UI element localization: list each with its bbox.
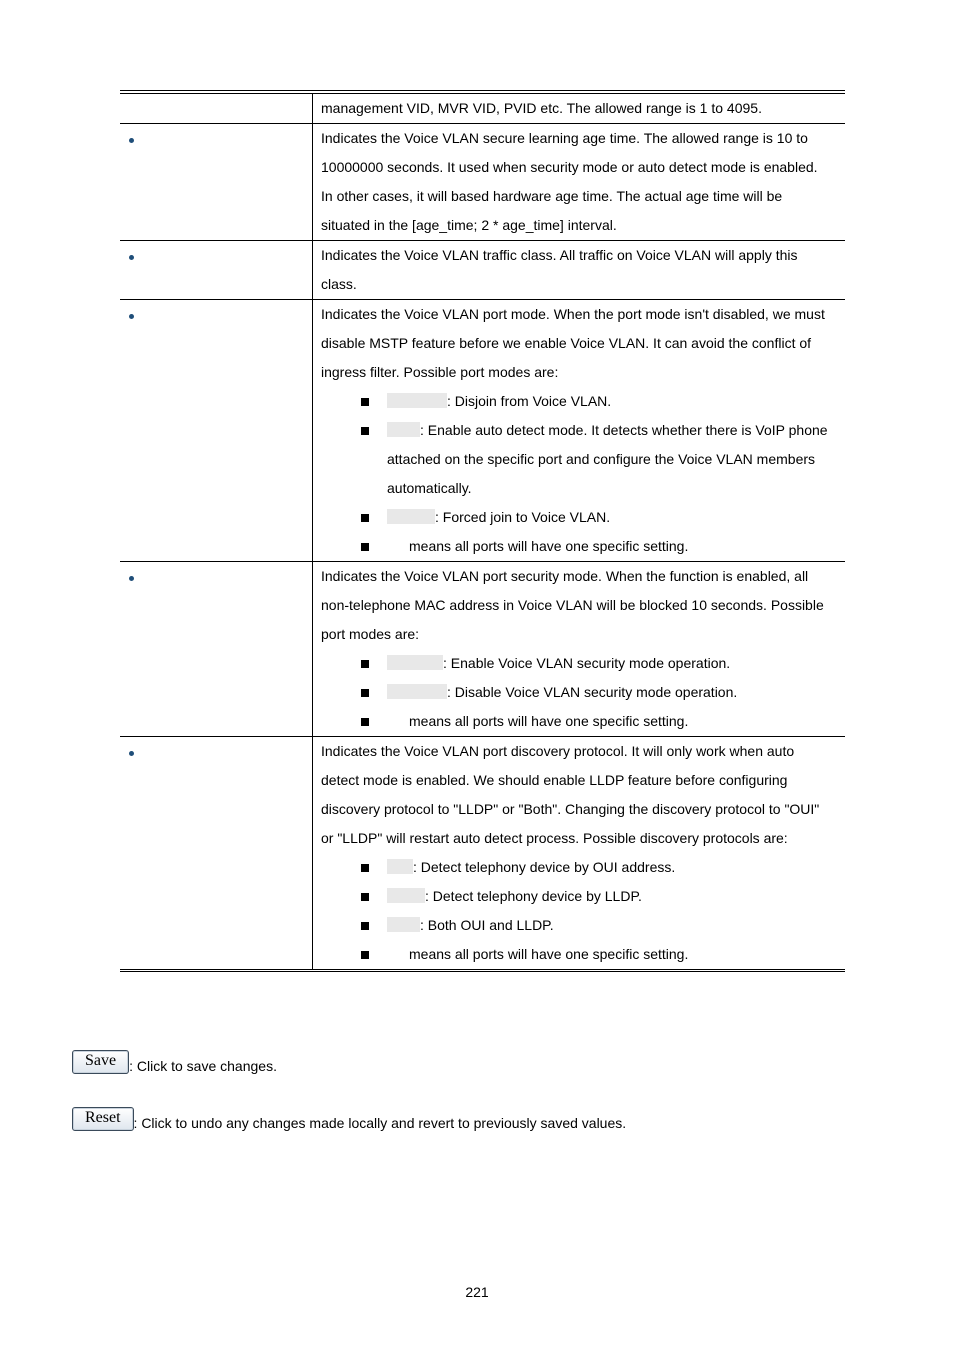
option-item: [321, 940, 839, 969]
option-text: : Enable Voice VLAN security mode operation.: [443, 655, 731, 671]
parameter-cell: [120, 300, 313, 561]
reset-description: : Click to undo any changes made locally and revert to previously saved values.: [133, 1115, 627, 1131]
bullet-icon: [129, 138, 134, 143]
option-name-placeholder: [387, 393, 447, 408]
option-item: [321, 532, 839, 561]
option-item: [321, 387, 839, 416]
option-name-placeholder: [387, 684, 447, 699]
option-name-placeholder: [387, 859, 413, 874]
option-text: : Both OUI and LLDP.: [420, 917, 554, 933]
description-line: 10000000 seconds. It used when security mode or auto detect mode is enabled.: [321, 159, 818, 175]
page-number: 221: [465, 1284, 489, 1300]
description-line: Indicates the Voice VLAN secure learning age time. The allowed range is 10 to: [321, 130, 808, 146]
bullet-icon: [129, 255, 134, 260]
description-line: disable MSTP feature before we enable Voice VLAN. It can avoid the conflict of: [321, 335, 812, 351]
description-line: non-telephone MAC address in Voice VLAN will be blocked 10 seconds. Possible: [321, 597, 824, 613]
parameter-cell: [120, 562, 313, 736]
description-line: Indicates the Voice VLAN port security mode. When the function is enabled, all: [321, 568, 809, 584]
option-text: : Forced join to Voice VLAN.: [435, 509, 611, 525]
square-bullet-icon: [361, 689, 369, 697]
description-line: ingress filter. Possible port modes are:: [321, 364, 559, 380]
option-text: : Disable Voice VLAN security mode operation.: [447, 684, 738, 700]
description-cell: [313, 737, 845, 969]
square-bullet-icon: [361, 922, 369, 930]
option-name-placeholder: [387, 917, 420, 932]
option-text: : Disjoin from Voice VLAN.: [447, 393, 612, 409]
description-cell: [313, 241, 845, 299]
option-text: means all ports will have one specific setting.: [409, 713, 689, 729]
option-text: : Detect telephony device by OUI address.: [413, 859, 676, 875]
table-row: [120, 241, 845, 300]
description-line: class.: [321, 276, 357, 292]
square-bullet-icon: [361, 718, 369, 726]
option-text-continuation: automatically.: [387, 480, 472, 496]
square-bullet-icon: [361, 864, 369, 872]
parameter-cell: [120, 124, 313, 240]
table-row: [120, 562, 845, 737]
description-line: discovery protocol to "LLDP" or "Both". Changing the discovery protocol to "OUI": [321, 801, 820, 817]
parameter-cell: [120, 241, 313, 299]
option-name-placeholder: [387, 655, 443, 670]
square-bullet-icon: [361, 951, 369, 959]
reset-button[interactable]: Reset: [72, 1107, 134, 1131]
option-text: : Detect telephony device by LLDP.: [425, 888, 642, 904]
description-cell: [313, 124, 845, 240]
table-row: [120, 94, 845, 124]
option-text: means all ports will have one specific setting.: [409, 538, 689, 554]
option-item: [321, 416, 839, 445]
option-text: : Enable auto detect mode. It detects whether there is VoIP phone: [420, 422, 828, 438]
description-line: Indicates the Voice VLAN traffic class. All traffic on Voice VLAN will apply this: [321, 247, 798, 263]
option-name-placeholder: [387, 888, 425, 903]
description-line: detect mode is enabled. We should enable LLDP feature before configuring: [321, 772, 788, 788]
square-bullet-icon: [361, 398, 369, 406]
option-text: means all ports will have one specific setting.: [409, 946, 689, 962]
option-item: [321, 853, 839, 882]
description-line: Indicates the Voice VLAN port discovery protocol. It will only work when auto: [321, 743, 795, 759]
option-text-continuation: attached on the specific port and configure the Voice VLAN members: [387, 451, 816, 467]
square-bullet-icon: [361, 660, 369, 668]
bullet-icon: [129, 576, 134, 581]
description-line: In other cases, it will based hardware age time. The actual age time will be: [321, 188, 783, 204]
bullet-icon: [129, 751, 134, 756]
square-bullet-icon: [361, 427, 369, 435]
description-cell: [313, 94, 845, 123]
description-line: Indicates the Voice VLAN port mode. When the port mode isn't disabled, we must: [321, 306, 825, 322]
parameter-cell: [120, 94, 313, 123]
option-item: [321, 882, 839, 911]
description-line: management VID, MVR VID, PVID etc. The allowed range is 1 to 4095.: [321, 100, 762, 116]
table-row: [120, 124, 845, 241]
parameter-table: [120, 90, 845, 972]
option-name-placeholder: [387, 509, 435, 524]
option-name-placeholder: [387, 422, 420, 437]
description-cell: [313, 562, 845, 736]
table-row: [120, 300, 845, 562]
square-bullet-icon: [361, 543, 369, 551]
option-item: [321, 911, 839, 940]
save-help-line: [72, 1050, 277, 1074]
description-cell: [313, 300, 845, 561]
square-bullet-icon: [361, 893, 369, 901]
description-line: situated in the [age_time; 2 * age_time] interval.: [321, 217, 617, 233]
save-description: : Click to save changes.: [129, 1058, 277, 1074]
bullet-icon: [129, 314, 134, 319]
description-line: port modes are:: [321, 626, 420, 642]
description-line: or "LLDP" will restart auto detect process. Possible discovery protocols are:: [321, 830, 788, 846]
table-row: [120, 737, 845, 972]
parameter-cell: [120, 737, 313, 969]
option-item: [321, 649, 839, 678]
option-item: [321, 503, 839, 532]
option-item: [321, 707, 839, 736]
save-button[interactable]: Save: [72, 1050, 129, 1074]
square-bullet-icon: [361, 514, 369, 522]
reset-help-line: [72, 1107, 626, 1131]
option-item: [321, 678, 839, 707]
